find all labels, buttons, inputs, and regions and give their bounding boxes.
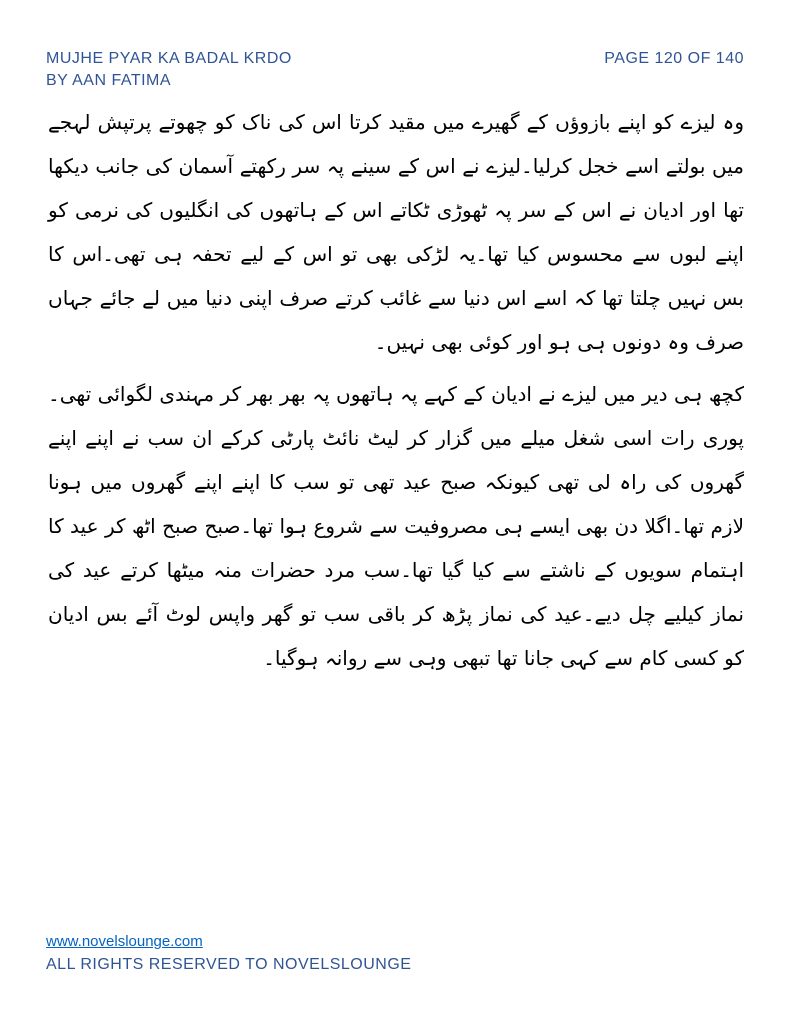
- page-number: PAGE 120 OF 140: [604, 50, 744, 67]
- website-link[interactable]: www.novelslounge.com: [46, 933, 203, 950]
- rights-notice: ALL RIGHTS RESERVED TO NOVELSLOUNGE: [46, 956, 412, 973]
- page-header-left: [46, 48, 292, 92]
- paragraph: کچھ ہی دیر میں لیزے نے ادیان کے کہے پہ ہاتھوں پہ بھر بھر کر مہندی لگوائی تھی۔پوری رات اسی شغل میلے میں گزار کر لیٹ نائٹ پارٹی کرکے ان سب نے اپنے اپنے گھروں کی راہ لی تھی کیونکہ صبح عید تھی تو سب کا اپنے اپنے گھروں میں ہونا لازم تھا۔اگلا دن بھی ایسے ہی مصروفیت سے شروع ہوا تھا۔صبح صبح اٹھ کر عید کا اہتمام سویوں کے ناشتے سے کیا گیا تھا۔سب مرد حضرات منہ میٹھا کرتے عید کی نماز کیلیے چل دیے۔عید کی نماز پڑھ کر باقی سب تو گھر واپس لوٹ آئے بس ادیان کو کسی کام سے کہی جانا تھا تبھی وہی سے روانہ ہوگیا۔: [48, 382, 744, 670]
- story-body: [48, 100, 744, 680]
- novel-title: MUJHE PYAR KA BADAL KRDO: [46, 50, 292, 67]
- paragraph: وہ لیزے کو اپنے بازوؤں کے گھیرے میں مقید کرتا اس کی ناک کو چھوتے پرتپش لہجے میں بولتے اسے خجل کرلیا۔لیزے نے اس کے سینے پہ سر رکھتے آسمان کی جانب دیکھا تھا اور ادیان نے اس کے سر پہ ٹھوڑی ٹکاتے اس کے ہاتھوں کی انگلیوں کی نرمی کو اپنے لبوں سے محسوس کیا تھا۔یہ لڑکی بھی تو اس کے لیے تحفہ ہی تھی۔اس کا بس نہیں چلتا تھا کہ اسے اس دنیا سے غائب کرتے صرف اپنی دنیا میں لے جائے جہاں صرف وہ دونوں ہی ہو اور کوئی بھی نہیں۔: [48, 110, 744, 354]
- novel-author: BY AAN FATIMA: [46, 72, 172, 89]
